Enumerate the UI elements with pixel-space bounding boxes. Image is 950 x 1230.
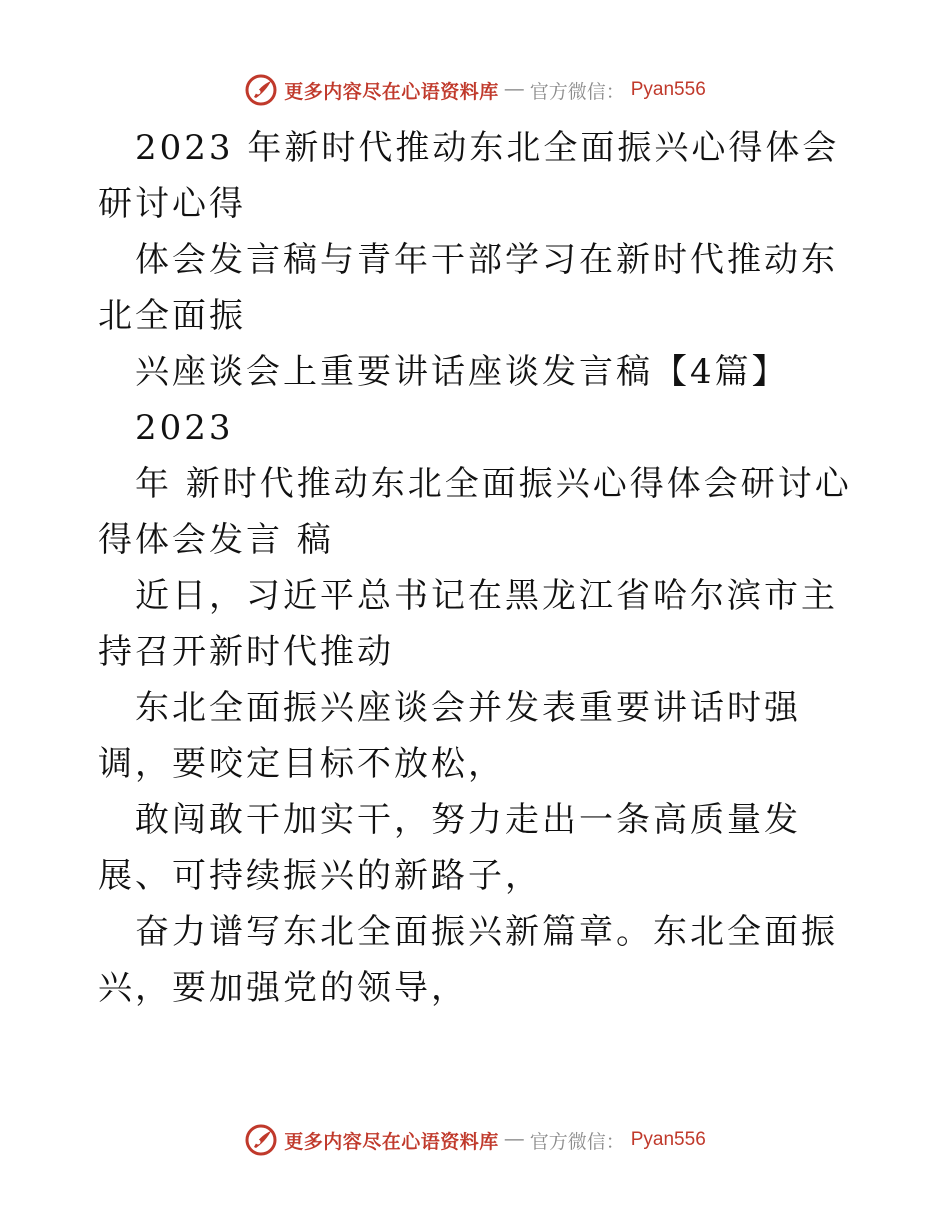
subtitle-year: 2023: [135, 408, 234, 448]
header-brand-text: 更多内容尽在心语资料库: [284, 80, 499, 103]
footer-brand-text: 更多内容尽在心语资料库: [284, 1130, 499, 1153]
header-wechat-id: Pyan556: [630, 79, 706, 100]
footer-separator: —: [504, 1129, 524, 1150]
quill-seal-icon: [244, 73, 278, 107]
title-line-1: 2023 年新时代推动东北全面振兴心得体会研讨心得: [98, 128, 840, 224]
subtitle-line: 年 新时代推动东北全面振兴心得体会研讨心得体会发言 稿: [98, 464, 852, 560]
quill-seal-icon: [244, 1123, 278, 1157]
header-banner: [0, 70, 950, 110]
footer-banner: [0, 1120, 950, 1160]
title-line-2: 体会发言稿与青年干部学习在新时代推动东北全面振: [98, 240, 838, 336]
body-paragraph: 敢闯敢干加实干，努力走出一条高质量发展、可持续振兴的新路子，: [98, 800, 801, 896]
body-paragraph: 近日，习近平总书记在黑龙江省哈尔滨市主持召开新时代推动: [98, 576, 838, 672]
body-paragraph: 奋力谱写东北全面振兴新篇章。东北全面振兴，要加强党的领导，: [98, 912, 838, 1008]
header-separator: —: [504, 79, 524, 100]
header-wechat-label: 官方微信：: [529, 80, 625, 103]
title-line-3: 兴座谈会上重要讲话座谈发言稿【4篇】: [135, 352, 789, 392]
document-body: [98, 120, 858, 1016]
body-paragraph: 东北全面振兴座谈会并发表重要讲话时强调，要咬定目标不放松，: [98, 688, 801, 784]
footer-wechat-label: 官方微信：: [529, 1130, 625, 1153]
footer-wechat-id: Pyan556: [630, 1129, 706, 1150]
